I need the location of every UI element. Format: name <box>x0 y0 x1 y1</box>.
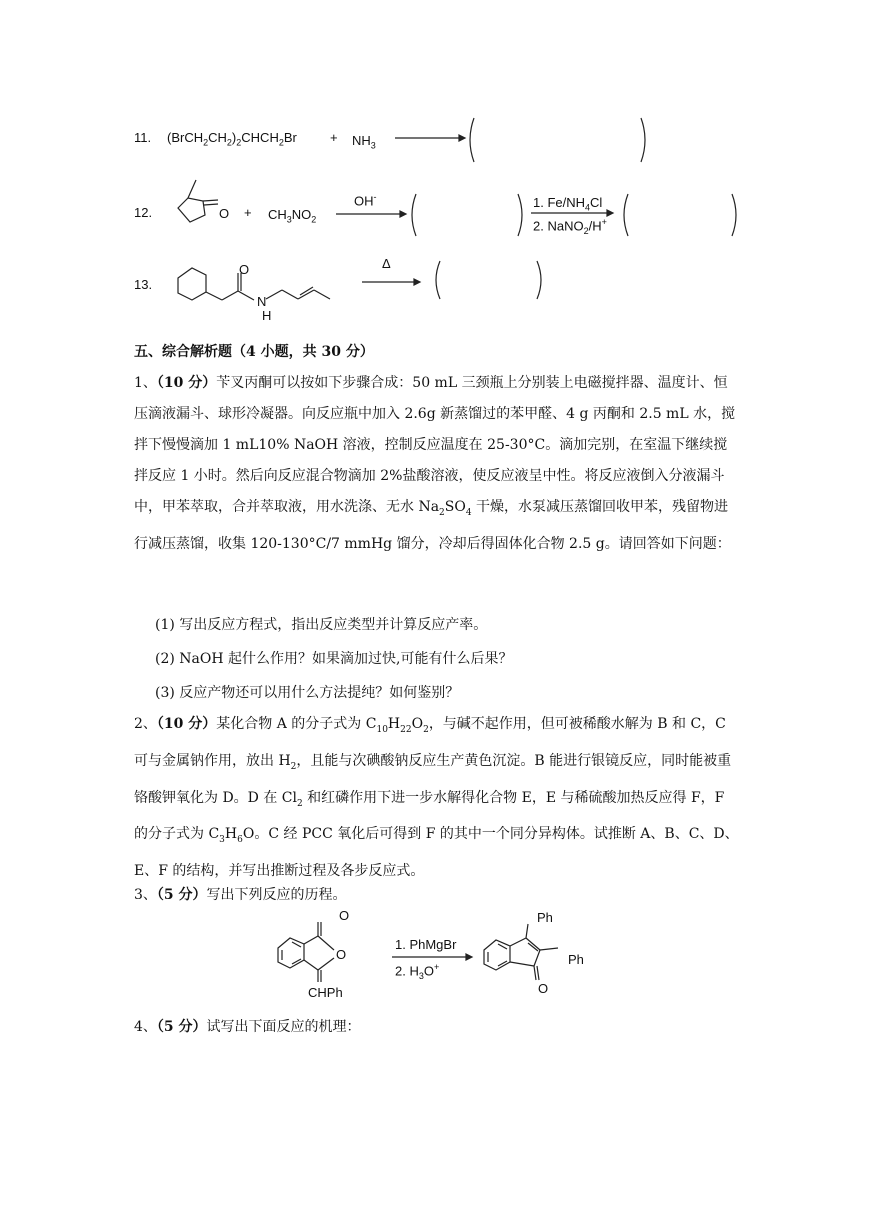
reaction-11-reactant: $(BrCH_2CH_2)_2CHCH_2Br$ <box>167 130 297 148</box>
q2-score: （10 分） <box>156 716 217 732</box>
q1-number: 1、 <box>134 375 157 391</box>
q4-score: （5 分） <box>156 1019 207 1035</box>
q1-text: 苄叉丙酮可以按如下步骤合成：50 mL 三颈瓶上分别装上电磁搅拌器、温度计、恒压滴液漏斗、球形冷凝器。向反应瓶中加入 2.6g 新蒸馏过的苯甲醛、4 g 丙酮和 2.5 mL 水，搅拌下慢慢滴加 1 mL10% NaOH 溶液，控制反应温度在 25-30°C。滴加完别，在室温下继续搅拌反应 1 小时。然后向反应混合物滴加 2%盐酸溶液，使反应液呈中性。将反应液倒入分液漏斗中，甲苯萃取，合并萃取液，用水洗涤、无水 $Na_2SO_4$ 干燥，水泵减压蒸馏回收甲苯，残留物进行减压蒸馏，收集 120-130°C/7 mmHg 馏分，冷却后得固体化合物 2.5 g。请回答如下问题： <box>134 375 736 552</box>
diphenylindenone-structure <box>478 918 573 990</box>
q1-item-2: (2) NaOH 起什么作用？如果滴加过快,可能有什么后果？ <box>155 651 513 667</box>
reaction-11-number: 11. <box>134 130 152 145</box>
reaction-13-answer-brackets <box>432 259 547 301</box>
q3-phenyl-2: Ph <box>568 952 584 967</box>
section-title: 五、综合解析题（4 小题，共 30 分） <box>134 344 374 360</box>
reaction-11-reagent: $NH_3$ <box>352 133 376 151</box>
q3-substituent-label: CHPh <box>308 985 343 1000</box>
q4-number: 4、 <box>134 1019 157 1035</box>
question-4 <box>134 1016 361 1036</box>
q3-phthalide-ring-o: O <box>336 947 347 962</box>
q3-step1: 1. PhMgBr <box>395 937 457 952</box>
q4-text: 试写出下面反应的机理： <box>206 1019 361 1035</box>
reaction-13-amide-n: N <box>257 294 267 309</box>
q3-phthalide-carbonyl-o: O <box>339 908 350 923</box>
reaction-12-ketone-o: O <box>219 206 230 221</box>
question-3 <box>134 884 347 904</box>
reaction-12-answer-brackets-2 <box>620 192 742 238</box>
reaction-13-condition: Δ <box>382 256 391 271</box>
reaction-12-step2: 2. NaNO$_2$/H+ <box>533 217 607 236</box>
phthalide-structure <box>272 918 362 988</box>
q2-text: 某化合物 A 的分子式为 $C_{10}H_{22}O_2$，与碱不起作用，但可被稀酸水解为 B 和 C，C 可与金属钠作用，放出 $H_2$，且能与次碘酸钠反应生产黄色沉淀。B 能进行银镜反应，同时能被重铬酸钾氧化为 D。D 在 $Cl_2$ 和红磷作用下进一步水解得化合物 E，E 与稀硫酸加热反应得 F，F 的分子式为 $C_3H_6O$。C 经 PCC 氧化后可得到 F 的其中一个同分异构体。试推断 A、B、C、D、E、F 的结构，并写出推断过程及各步反应式。 <box>134 716 739 880</box>
question-2 <box>134 709 740 887</box>
reaction-12-condition: OH- <box>354 192 377 209</box>
reaction-12-number: 12. <box>134 205 153 220</box>
reaction-12-answer-brackets-1 <box>408 192 528 238</box>
q3-phenyl-1: Ph <box>537 910 553 925</box>
reaction-13-carbonyl-o: O <box>239 262 250 277</box>
q3-score: （5 分） <box>156 887 207 903</box>
reaction-12-reagent: $CH_3NO_2$ <box>268 207 317 225</box>
amide-structure <box>172 255 347 325</box>
reaction-13-amide-h: H <box>262 308 272 323</box>
reaction-11-answer-brackets <box>466 116 651 164</box>
q3-text: 写出下列反应的历程。 <box>206 887 347 903</box>
question-1 <box>134 368 740 560</box>
q1-score: （10 分） <box>156 375 217 391</box>
reaction-13-number: 13. <box>134 277 153 292</box>
reaction-12-step1: 1. $Fe/NH_4Cl$ <box>533 195 603 213</box>
q3-product-carbonyl-o: O <box>538 981 549 996</box>
q1-item-1: (1) 写出反应方程式，指出反应类型并计算反应产率。 <box>155 617 488 633</box>
reaction-11-plus: + <box>330 130 338 145</box>
reaction-11-arrow <box>395 132 465 144</box>
q2-number: 2、 <box>134 716 157 732</box>
reaction-12-arrow-1 <box>336 208 406 220</box>
q3-step2: 2. $H_3O^+$ <box>395 962 440 981</box>
q3-number: 3、 <box>134 887 157 903</box>
q1-item-3: (3) 反应产物还可以用什么方法提纯？如何鉴别？ <box>155 685 460 701</box>
reaction-12-plus: + <box>244 205 252 220</box>
reaction-13-arrow <box>362 276 420 288</box>
